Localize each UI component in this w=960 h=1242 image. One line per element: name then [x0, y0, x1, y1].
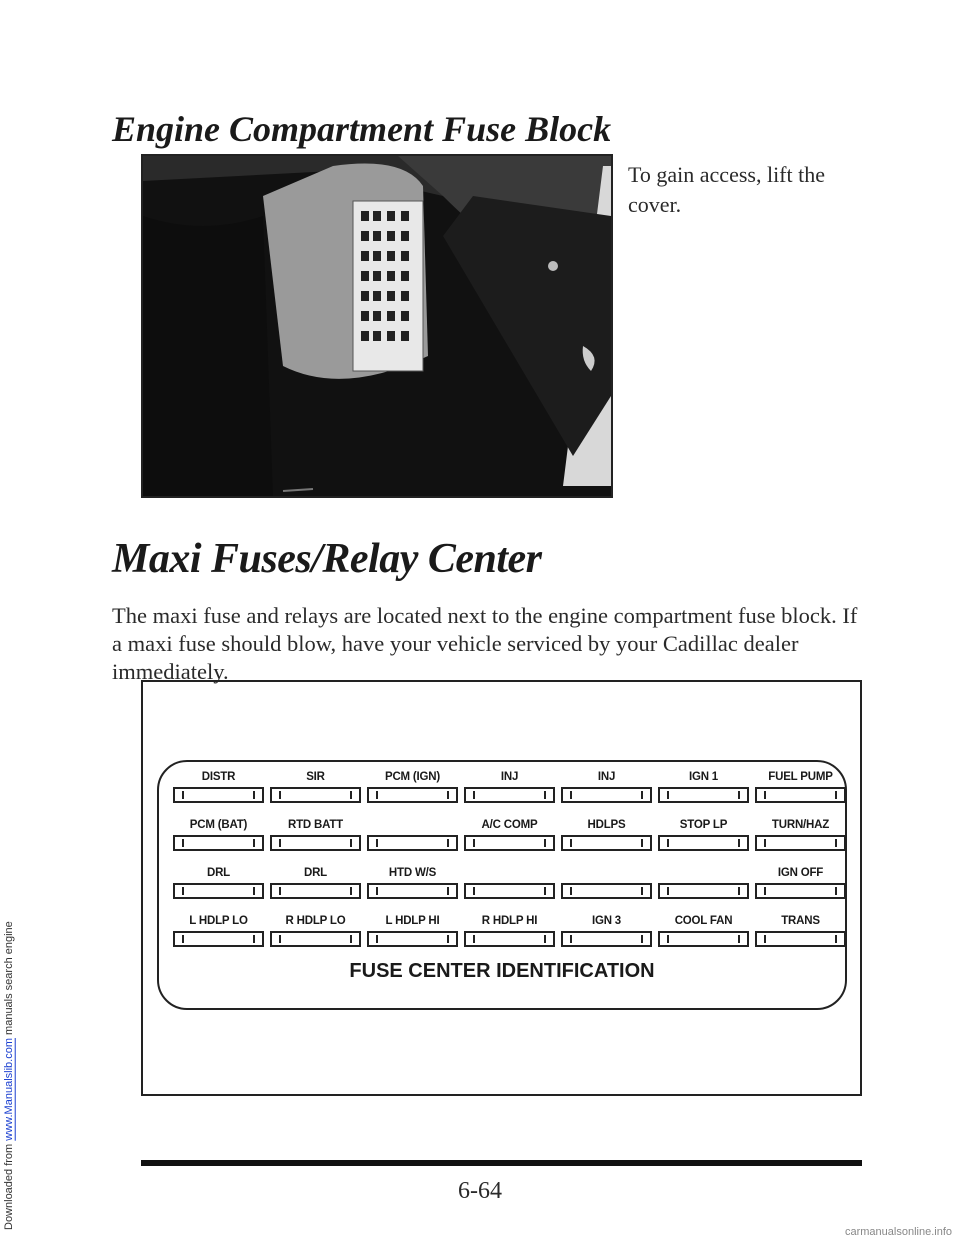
fuse-slot — [658, 818, 749, 858]
fuse-outline — [173, 883, 264, 899]
fuse-slot — [270, 818, 361, 858]
fuse-outline — [755, 883, 846, 899]
fuse-label: L HDLP HI — [385, 915, 440, 927]
fuse-outline — [561, 931, 652, 947]
fuse-slot — [367, 866, 458, 906]
fuse-outline — [173, 835, 264, 851]
fuse-slot — [464, 866, 555, 906]
fuse-slot — [561, 770, 652, 810]
fuse-label: R HDLP HI — [481, 915, 538, 927]
fuse-slot — [367, 818, 458, 858]
fuse-slot — [561, 818, 652, 858]
fuse-outline — [464, 787, 555, 803]
fuse-label: PCM (IGN) — [384, 771, 441, 783]
fuse-label: TURN/HAZ — [771, 819, 830, 831]
fuse-label: R HDLP LO — [285, 915, 346, 927]
fuse-slot — [658, 866, 749, 906]
fuse-label: DRL — [206, 867, 231, 879]
section-title-fuse-block: Engine Compartment Fuse Block — [112, 109, 612, 149]
fuse-block-photo — [141, 154, 613, 498]
fuse-outline — [367, 931, 458, 947]
fuse-label: IGN OFF — [777, 867, 824, 879]
fuse-label: DRL — [303, 867, 328, 879]
fuse-slot — [658, 770, 749, 810]
fuse-outline — [173, 787, 264, 803]
fuse-slot — [755, 866, 846, 906]
fuse-label: L HDLP LO — [189, 915, 248, 927]
fuse-outline — [464, 883, 555, 899]
fuse-block-photo-illustration — [143, 156, 611, 496]
fuse-label: RTD BATT — [287, 819, 344, 831]
fuse-slot — [658, 914, 749, 954]
fuse-outline — [658, 835, 749, 851]
fuse-outline — [755, 835, 846, 851]
fuse-slot — [561, 914, 652, 954]
fuse-slot — [464, 914, 555, 954]
fuse-center-title: FUSE CENTER IDENTIFICATION — [349, 960, 655, 982]
fuse-slot — [367, 914, 458, 954]
fuse-outline — [464, 931, 555, 947]
fuse-label: IGN 3 — [591, 915, 622, 927]
fuse-grid — [173, 770, 849, 954]
fuse-slot — [270, 914, 361, 954]
fuse-outline — [755, 931, 846, 947]
fuse-label: COOL FAN — [674, 915, 733, 927]
fuse-outline — [367, 835, 458, 851]
fuse-outline — [658, 931, 749, 947]
fuse-slot — [464, 818, 555, 858]
fuse-label: INJ — [500, 771, 519, 783]
fuse-slot — [173, 818, 264, 858]
fuse-label: SIR — [306, 771, 325, 783]
fuse-slot — [367, 770, 458, 810]
fuse-label: FUEL PUMP — [768, 771, 833, 783]
fuse-outline — [173, 931, 264, 947]
fuse-center-diagram — [157, 760, 847, 1010]
fuse-label: HTD W/S — [388, 867, 437, 879]
section-title-maxi-fuses: Maxi Fuses/Relay Center — [112, 536, 542, 582]
fuse-outline — [658, 883, 749, 899]
fuse-slot — [755, 914, 846, 954]
fuse-slot — [173, 866, 264, 906]
fuse-label: IGN 1 — [688, 771, 719, 783]
fuse-label: STOP LP — [679, 819, 728, 831]
watermark: carmanualsonline.info — [844, 1226, 952, 1238]
fuse-outline — [561, 787, 652, 803]
maxi-fuse-paragraph: The maxi fuse and relays are located next to the engine compartment fuse block. If a maxi fuse should blow, have your vehicle serviced by your Cadillac dealer immediately. — [112, 603, 858, 684]
download-note: Downloaded from www.Manualslib.com manuals search engine — [3, 921, 15, 1230]
fuse-label: INJ — [597, 771, 616, 783]
fuse-label: TRANS — [781, 915, 820, 927]
fuse-label: DISTR — [201, 771, 236, 783]
footer-rule — [141, 1160, 862, 1166]
manualslib-link[interactable]: www.Manualslib.com — [3, 1038, 15, 1141]
fuse-outline — [270, 835, 361, 851]
fuse-slot — [561, 866, 652, 906]
fuse-label: A/C COMP — [481, 819, 538, 831]
fuse-slot — [173, 770, 264, 810]
fuse-label: HDLPS — [587, 819, 626, 831]
fuse-slot — [270, 770, 361, 810]
fuse-outline — [561, 835, 652, 851]
fuse-outline — [464, 835, 555, 851]
fuse-outline — [658, 787, 749, 803]
fuse-label: PCM (BAT) — [189, 819, 248, 831]
fuse-outline — [367, 883, 458, 899]
page-number: 6-64 — [458, 1178, 502, 1204]
fuse-slot — [755, 770, 846, 810]
fuse-outline — [270, 787, 361, 803]
fuse-outline — [755, 787, 846, 803]
fuse-outline — [561, 883, 652, 899]
fuse-outline — [270, 931, 361, 947]
fuse-slot — [270, 866, 361, 906]
fuse-outline — [270, 883, 361, 899]
fuse-slot — [173, 914, 264, 954]
fuse-slot — [464, 770, 555, 810]
fuse-outline — [367, 787, 458, 803]
access-caption: To gain access, lift the cover. — [628, 162, 826, 217]
fuse-slot — [755, 818, 846, 858]
